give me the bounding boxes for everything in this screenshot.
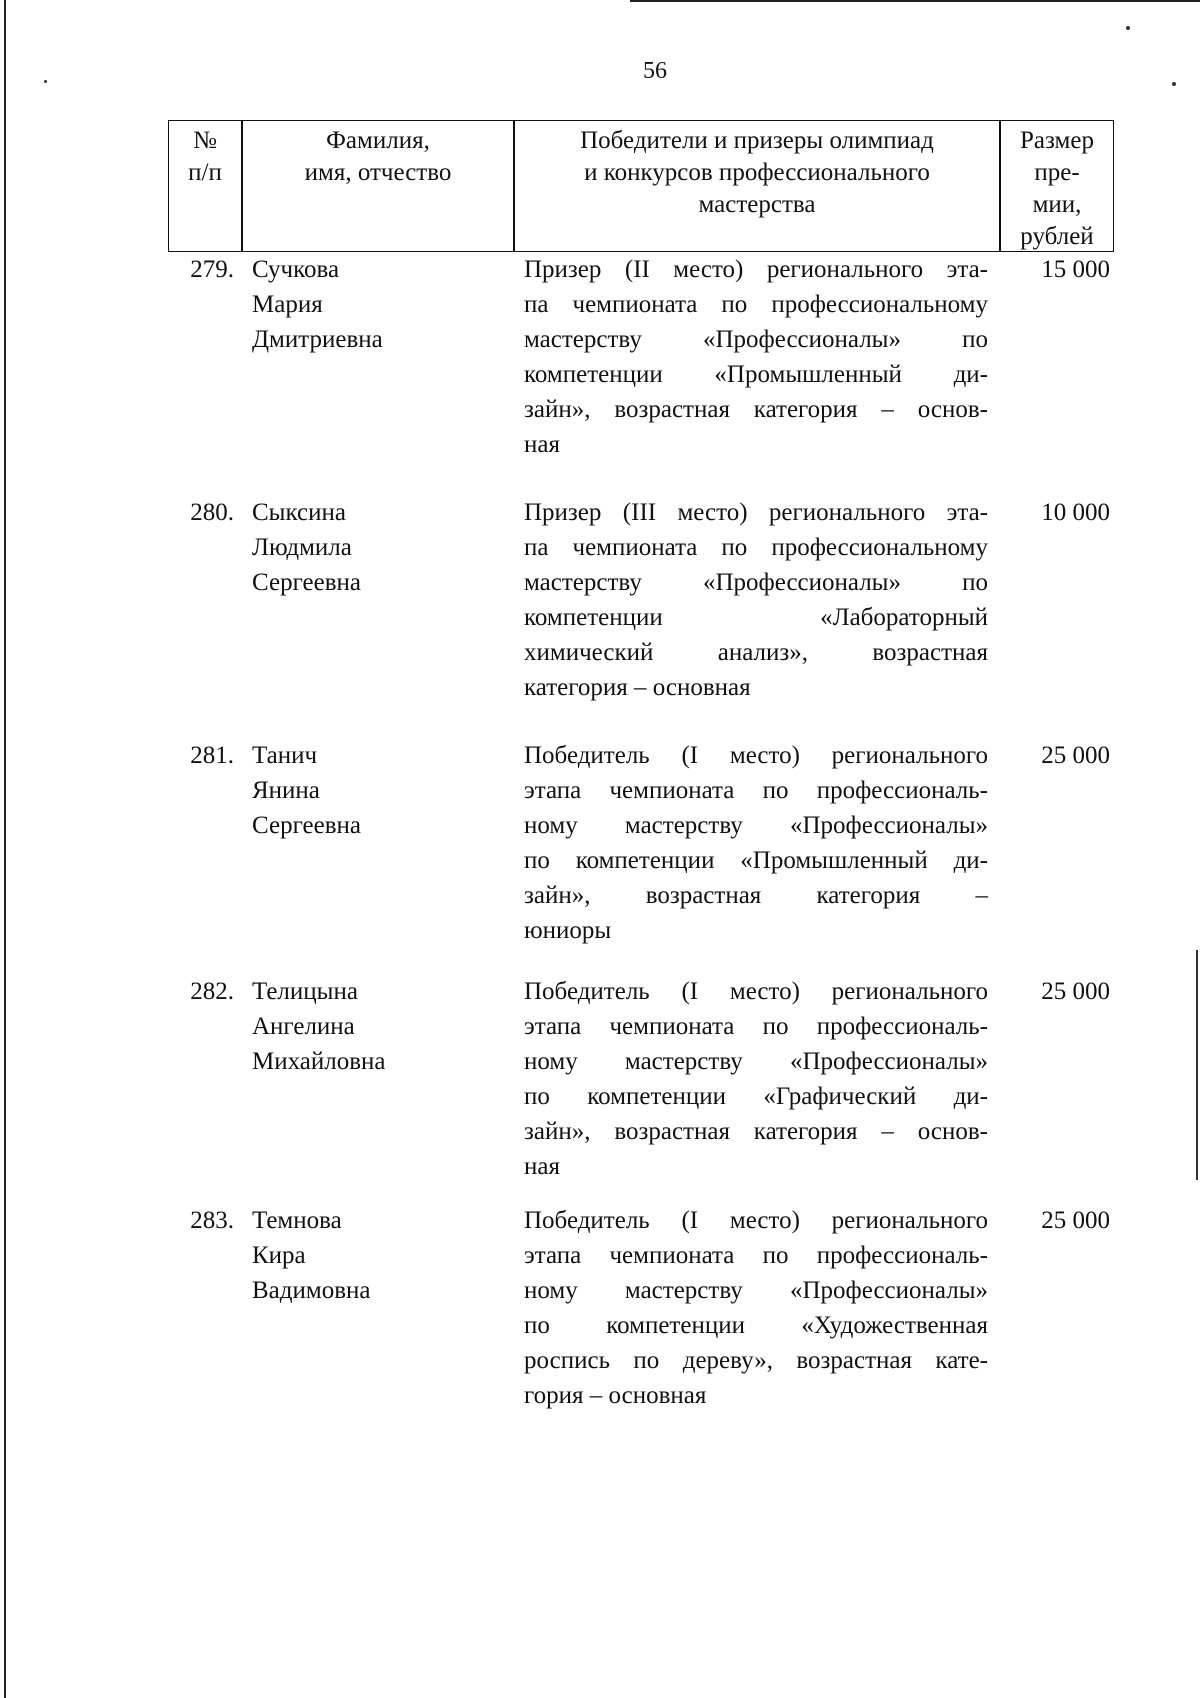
name-line: Танич xyxy=(252,742,318,769)
description-line: Призер (II место) регионального эта- xyxy=(524,256,988,283)
row-number: 281. xyxy=(190,742,234,769)
header-amount-line: мии, xyxy=(1032,191,1082,218)
header-amount-line: пре- xyxy=(1034,159,1080,186)
header-description xyxy=(515,121,999,251)
description-line: Победитель (I место) регионального xyxy=(524,978,988,1005)
description-line: химический анализ», возрастная xyxy=(524,639,988,666)
row-number: 282. xyxy=(190,978,234,1005)
description-line: по компетенции «Промышленный ди- xyxy=(524,847,988,874)
description-line: компетенции «Лабораторный xyxy=(524,604,988,631)
description-line: по компетенции «Художественная xyxy=(524,1312,988,1339)
row-number: 280. xyxy=(190,499,234,526)
description-line: гория – основная xyxy=(524,1382,707,1409)
description-line: этапа чемпионата по профессиональ- xyxy=(524,1013,988,1040)
row-name xyxy=(252,1203,502,1308)
scan-edge-right xyxy=(1196,950,1198,1180)
name-line: Сучкова xyxy=(252,256,340,283)
description-line: ная xyxy=(524,1153,560,1180)
name-line: Сергеевна xyxy=(252,812,361,839)
page-number: 56 xyxy=(643,58,667,84)
name-line: Телицына xyxy=(252,978,358,1005)
description-line: ному мастерству «Профессионалы» xyxy=(524,1277,988,1304)
row-amount: 25 000 xyxy=(1041,1207,1110,1234)
row-description xyxy=(524,738,988,948)
name-line: Темнова xyxy=(252,1207,342,1234)
description-line: Победитель (I место) регионального xyxy=(524,742,988,769)
header-amount-line: рублей xyxy=(1020,223,1094,250)
description-line: зайн», возрастная категория – xyxy=(524,882,988,909)
description-line: па чемпионата по профессиональному xyxy=(524,534,988,561)
description-line: по компетенции «Графический ди- xyxy=(524,1083,988,1110)
name-line: Людмила xyxy=(252,534,352,561)
description-line: этапа чемпионата по профессиональ- xyxy=(524,777,988,804)
row-amount: 10 000 xyxy=(1041,499,1110,526)
scan-speck xyxy=(1126,26,1130,30)
row-number: 283. xyxy=(190,1207,234,1234)
description-line: категория – основная xyxy=(524,674,751,701)
description-line: па чемпионата по профессиональному xyxy=(524,291,988,318)
description-line: мастерству «Профессионалы» по xyxy=(524,569,988,596)
row-amount: 25 000 xyxy=(1041,978,1110,1005)
description-line: этапа чемпионата по профессиональ- xyxy=(524,1242,988,1269)
header-num-line: п/п xyxy=(188,159,222,186)
row-name xyxy=(252,252,502,357)
name-line: Сыксина xyxy=(252,499,346,526)
name-line: Вадимовна xyxy=(252,1277,371,1304)
name-line: Ангелина xyxy=(252,1013,355,1040)
table-header xyxy=(168,120,1114,252)
name-line: Янина xyxy=(252,777,320,804)
header-description-line: и конкурсов профессионального xyxy=(584,159,930,186)
name-line: Сергеевна xyxy=(252,569,361,596)
description-line: Победитель (I место) регионального xyxy=(524,1207,988,1234)
description-line: юниоры xyxy=(524,917,612,944)
header-name-line: Фамилия, xyxy=(326,127,430,154)
row-name xyxy=(252,495,502,600)
description-line: Призер (III место) регионального эта- xyxy=(524,499,988,526)
description-line: ному мастерству «Профессионалы» xyxy=(524,1048,988,1075)
header-name-line: имя, отчество xyxy=(304,159,452,186)
name-line: Мария xyxy=(252,291,323,318)
header-amount xyxy=(1001,121,1113,251)
scan-edge-left xyxy=(4,0,6,1698)
row-number: 279. xyxy=(190,256,234,283)
description-line: зайн», возрастная категория – основ- xyxy=(524,396,988,423)
header-amount-line: Размер xyxy=(1020,127,1094,154)
row-name xyxy=(252,974,502,1079)
description-line: ному мастерству «Профессионалы» xyxy=(524,812,988,839)
header-num xyxy=(169,121,241,251)
description-line: мастерству «Профессионалы» по xyxy=(524,326,988,353)
header-description-line: Победители и призеры олимпиад xyxy=(580,127,934,154)
row-amount: 15 000 xyxy=(1041,256,1110,283)
description-line: ная xyxy=(524,431,560,458)
header-description-line: мастерства xyxy=(698,191,816,218)
description-line: компетенции «Промышленный ди- xyxy=(524,361,988,388)
row-description xyxy=(524,1203,988,1413)
row-description xyxy=(524,252,988,462)
row-description xyxy=(524,495,988,705)
header-name xyxy=(243,121,513,251)
name-line: Михайловна xyxy=(252,1048,386,1075)
row-name xyxy=(252,738,502,843)
name-line: Кира xyxy=(252,1242,306,1269)
description-line: зайн», возрастная категория – основ- xyxy=(524,1118,988,1145)
name-line: Дмитриевна xyxy=(252,326,383,353)
row-amount: 25 000 xyxy=(1041,742,1110,769)
row-description xyxy=(524,974,988,1184)
description-line: роспись по дереву», возрастная кате- xyxy=(524,1347,988,1374)
header-num-line: № xyxy=(193,127,217,154)
scan-edge-top xyxy=(630,0,1200,2)
